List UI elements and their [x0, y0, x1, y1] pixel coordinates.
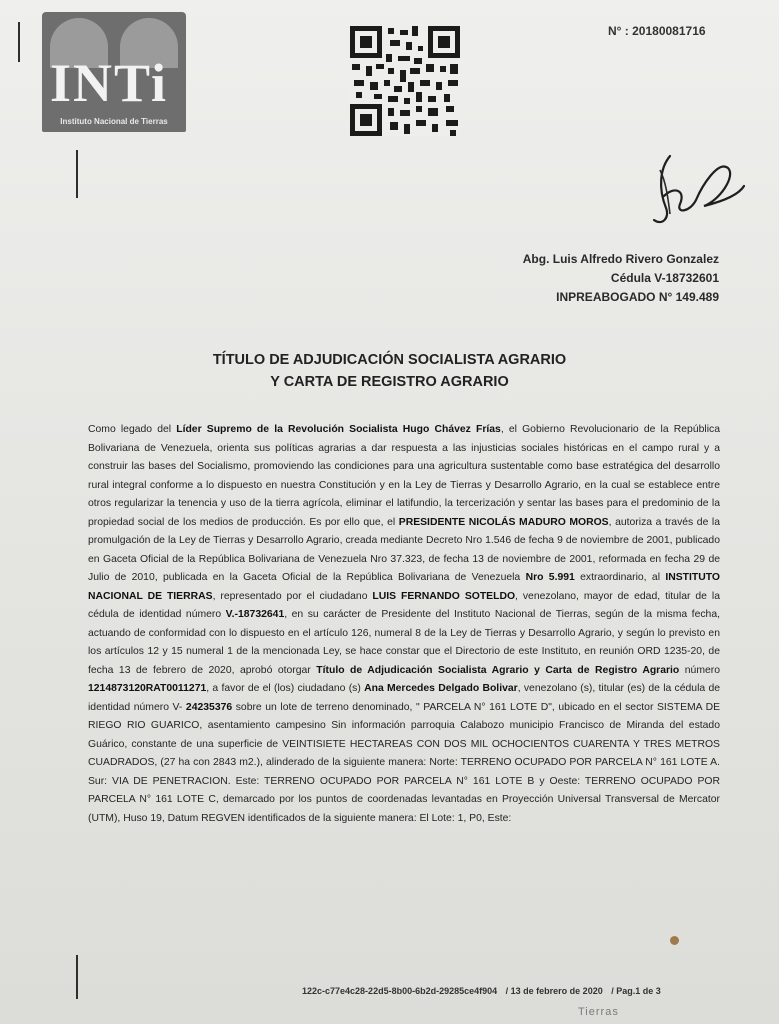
body-text-segment: , representado por el ciudadano	[212, 590, 373, 602]
logo-letters: INTi	[50, 53, 169, 113]
footer-date: / 13 de febrero de 2020	[505, 986, 603, 996]
lawyer-name: Abg. Luis Alfredo Rivero Gonzalez	[522, 252, 719, 266]
body-bold-segment: Título de Adjudicación Socialista Agrario y Carta de Registro Agrario	[316, 664, 680, 676]
body-text-segment: extraordinario, al	[574, 572, 666, 583]
body-text-segment: , a favor de el (los) ciudadano (s)	[206, 683, 365, 694]
body-bold-segment: PRESIDENTE NICOLÁS MADURO MOROS	[398, 516, 609, 528]
footer-page: / Pag.1 de 3	[611, 986, 661, 996]
ink-dot	[670, 936, 679, 945]
qr-code	[350, 26, 460, 136]
lawyer-inpreabogado: INPREABOGADO N° 149.489	[556, 290, 719, 304]
footer-hash: 122c-c77e4c28-22d5-8b00-6b2d-29285ce4f904	[302, 986, 498, 996]
body-text-segment: Como legado del	[88, 424, 177, 435]
footer	[302, 986, 667, 996]
logo-caption: Instituto Nacional de Tierras	[60, 117, 168, 126]
stamp-text: Tierras	[578, 1006, 619, 1018]
body-text-segment: número	[679, 664, 720, 676]
document-number: N° : 20180081716	[608, 24, 706, 38]
lawyer-cedula: Cédula V-18732601	[610, 271, 719, 285]
margin-mark	[76, 955, 78, 999]
inti-logo	[42, 12, 186, 132]
body-bold-segment: INSTITUTO NACIONAL DE TIERRAS	[88, 572, 720, 602]
title-line-2: Y CARTA DE REGISTRO AGRARIO	[270, 374, 509, 390]
body-bold-segment: LUIS FERNANDO SOTELDO	[372, 590, 516, 602]
document-title	[0, 349, 779, 393]
body-bold-segment: Ana Mercedes Delgado Bolivar	[364, 683, 518, 694]
body-text-segment: sobre un lote de terreno denominado, " PARCELA N° 161 LOTE D", ubicado en el sector SISTEMA DE RIEGO RIO GUARICO, asentamiento campesino Sin información parroquia Calabozo municipio Francisco de Miranda del estado Guárico, constante de una superficie de VEINTISIETE HECTAREAS CON DOS MIL OCHOCIENTOS CUARENTA Y TRES METROS CUADRADOS, (27 ha con 2843 m2.), alinderado de la siguiente manera: Norte: TERRENO OCUPADO POR PARCELA N° 161 LOTE A. Sur: VIA DE PENETRACION. Este: TERRENO OCUPADO POR PARCELA N° 161 LOTE B y Oeste: TERRENO OCUPADO POR PARCELA N° 161 LOTE C, demarcado por los puntos de coordenadas levantadas en Proyección Universal Transversal de Mercator (UTM), Huso 19, Datum REGVEN identificados de la siguiente manera: El Lote: 1, P0, Este:	[88, 701, 721, 824]
body-paragraph	[88, 421, 720, 828]
body-text-segment: , en su carácter de Presidente del Instituto Nacional de Tierras, según de la misma fecha, actuando de conformidad con lo dispuesto en el artículo 126, numeral 8 de la Ley de Tierras y Desarrollo Agrario, y según lo previsto en los artículos 12 y 15 numeral 1 de la mencionada Ley, se hace constar que el Directorio de este Instituto, en reunión ORD 1235-20, de fecha 13 de febrero de 2020, aprobó otorgar	[88, 609, 720, 676]
signature	[640, 148, 750, 234]
body-bold-segment: Líder Supremo de la Revolución Socialista Hugo Chávez Frías	[176, 424, 501, 435]
body-text-segment: , autoriza a través de la promulgación de la Ley de Tierras y Desarrollo Agrario, creada mediante Decreto Nro 1.546 de fecha 9 de noviembre de 2001, publicado en Gaceta Oficial de la República Bolivariana de Venezuela Nro 37.323, de fecha 13 de noviembre de 2001, reformada en fecha 29 de Julio de 2010, publicada en la Gaceta Oficial de la República Bolivariana de Venezuela	[88, 516, 721, 583]
body-bold-segment: 24235376	[185, 701, 233, 713]
body-bold-segment: 1214873120RAT0011271	[88, 683, 207, 694]
body-bold-segment: Nro 5.991	[525, 572, 575, 583]
margin-mark	[76, 150, 78, 198]
body-bold-segment: V.-18732641	[225, 609, 285, 620]
lawyer-block	[523, 250, 719, 307]
body-text-segment: , venezolano (s), titular (es) de la cédula de identidad número V-	[88, 683, 720, 713]
body-text-segment: , el Gobierno Revolucionario de la República Bolivariana de Venezuela, orienta sus políticas agrarias a dar respuesta a las injusticias sociales históricas en el campo rural y a construir las bases del Socialismo, promoviendo las condiciones para una agricultura sustentable como base estratégica del desarrollo rural integral conforme a lo dispuesto en nuestra Constitución y en la Ley de Tierras y Desarrollo Agrario, en la cual se establece entre otros regularizar la tenencia y uso de la tierra agrícola, eliminar el latifundio, la tercerización y sentar las bases para el predominio de la propiedad social de los medios de producción. Es por ello que, el	[88, 424, 720, 528]
margin-mark	[18, 22, 20, 62]
title-line-1: TÍTULO DE ADJUDICACIÓN SOCIALISTA AGRARIO	[212, 352, 567, 368]
body-text-segment: , venezolano, mayor de edad, titular de la cédula de identidad número	[88, 590, 720, 620]
